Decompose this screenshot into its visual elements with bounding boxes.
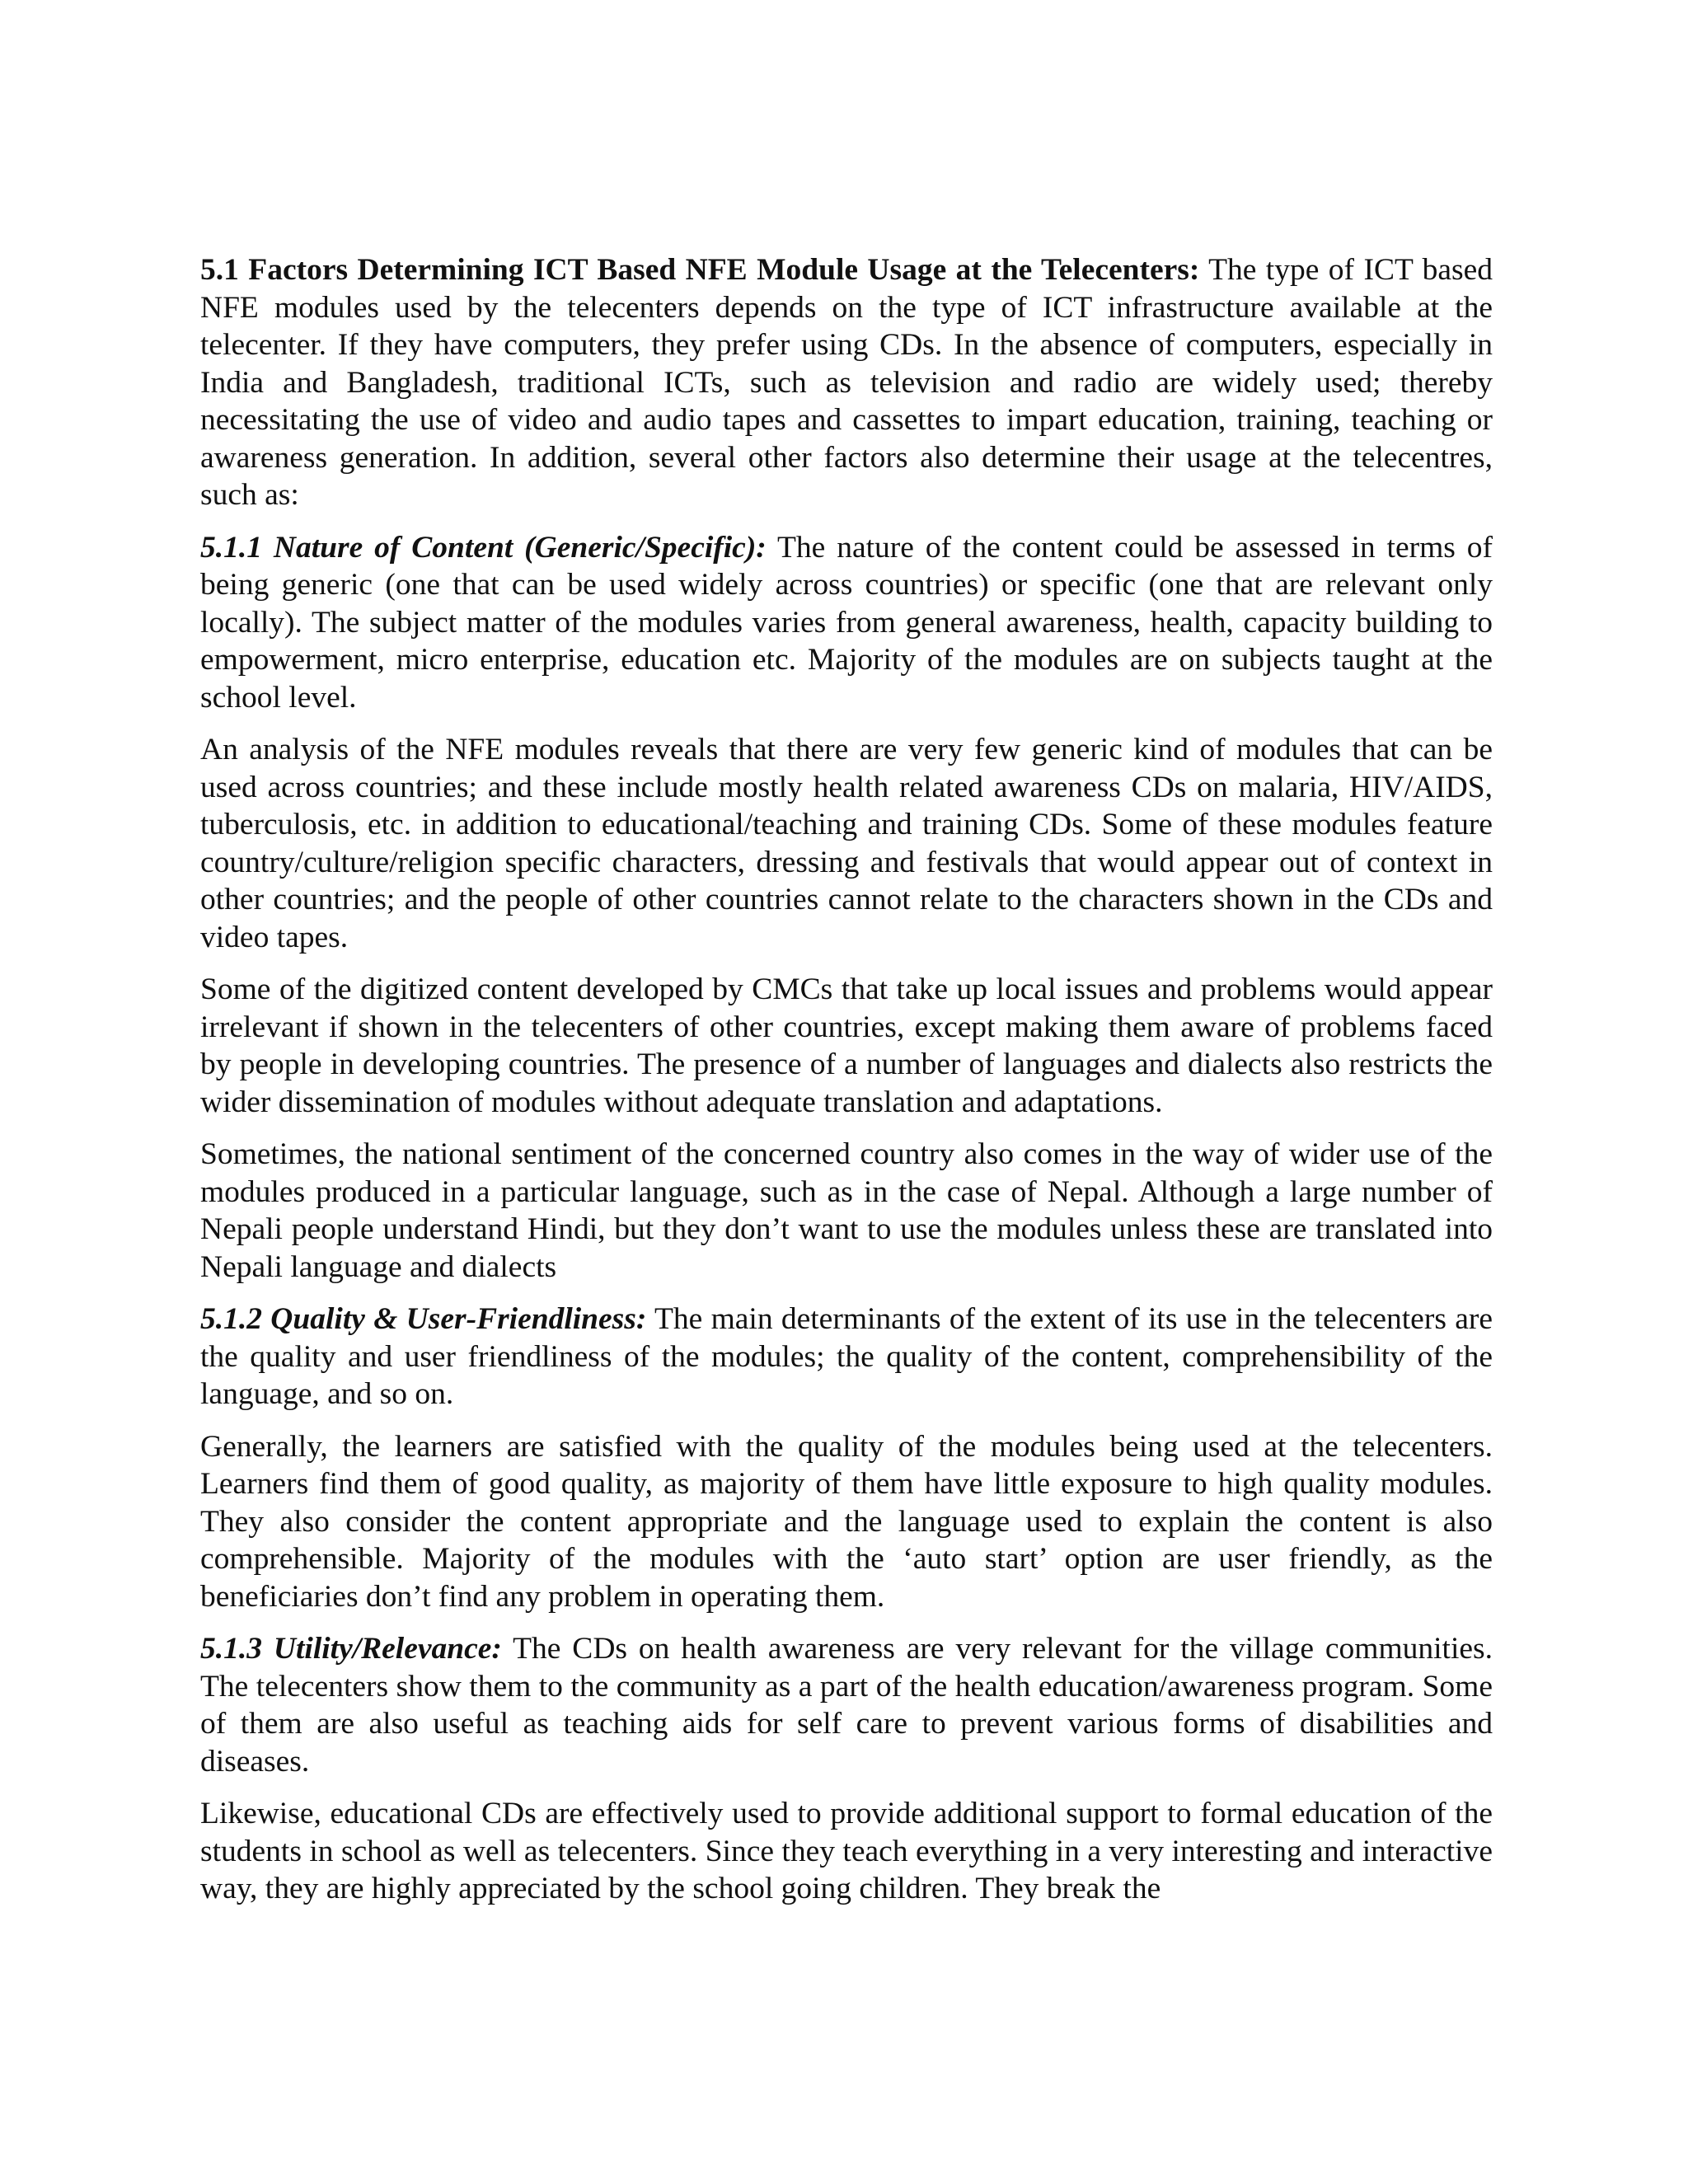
paragraph-educational-cds: Likewise, educational CDs are effectively used to provide additional support to formal education of the students in school as well as telecenters. Since they teach everything in a very interesting and interactive way, they are highly appreciated by the school going children. They break the xyxy=(200,1797,1493,1905)
heading-5-1-1: 5.1.1 Nature of Content (Generic/Specific): xyxy=(200,530,767,565)
paragraph-national-sentiment: Sometimes, the national sentiment of the concerned country also comes in the way of wider use of the modules produced in a particular language, such as in the case of Nepal. Although a large number of Nepali people understand Hindi, but they don’t want to use the modules unless these are translated into Nepali language and dialects xyxy=(200,1137,1493,1284)
paragraph-5-1-3-text: The CDs on health awareness are very relevant for the village communities. The telecenters show them to the community as a part of the health education/awareness program. Some of them are also useful as teaching aids for self care to prevent various forms of disabilities and diseases. xyxy=(200,1632,1493,1779)
paragraph-5-1-text: The type of ICT based NFE modules used by the telecenters depends on the type of ICT infrastructure available at the telecenter. If they have computers, they prefer using CDs. In the absence of computers, especially in India and Bangladesh, traditional ICTs, such as television and radio are widely used; thereby necessitating the use of video and audio tapes and cassettes to impart education, training, teaching or awareness generation. In addition, several other factors also determine their usage at the telecentres, such as: xyxy=(200,253,1493,512)
paragraph-5-1-1-text: The nature of the content could be assessed in terms of being generic (one that can be used widely across countries) or specific (one that are relevant only locally). The subject matter of the modules varies from general awareness, health, capacity building to empowerment, micro enterprise, education etc. Majority of the modules are on subjects taught at the school level. xyxy=(200,530,1493,715)
document-page xyxy=(200,251,1493,1908)
paragraph-generic-modules: An analysis of the NFE modules reveals that there are very few generic kind of modules that can be used across countries; and these include mostly health related awareness CDs on malaria, HIV/AIDS, tuberculosis, etc. in addition to educational/teaching and training CDs. Some of these modules feature country/culture/religion specific characters, dressing and festivals that would appear out of context in other countries; and the people of other countries cannot relate to the characters shown in the CDs and video tapes. xyxy=(200,733,1493,954)
paragraph-5-1 xyxy=(200,251,1493,514)
paragraph-digitized-content: Some of the digitized content developed by CMCs that take up local issues and problems would appear irrelevant if shown in the telecenters of other countries, except making them aware of problems faced by people in developing countries. The presence of a number of languages and dialects also restricts the wider dissemination of modules without adequate translation and adaptations. xyxy=(200,972,1493,1119)
paragraph-learners-satisfied: Generally, the learners are satisfied with the quality of the modules being used at the telecenters. Learners find them of good quality, as majority of them have little exposure to high quality modules. They also consider the content appropriate and the language used to explain the content is also comprehensible. Majority of the modules with the ‘auto start’ option are user friendly, as the beneficiaries don’t find any problem in operating them. xyxy=(200,1429,1493,1614)
paragraph-5-1-3 xyxy=(200,1630,1493,1780)
paragraph-5-1-1 xyxy=(200,529,1493,717)
paragraph-5-1-2-text: The main determinants of the extent of its use in the telecenters are the quality and user friendliness of the modules; the quality of the content, comprehensibility of the language, and so on. xyxy=(200,1302,1493,1411)
heading-5-1-2: 5.1.2 Quality & User-Friendliness: xyxy=(200,1302,647,1336)
heading-5-1: 5.1 Factors Determining ICT Based NFE Module Usage at the Telecenters: xyxy=(200,253,1200,287)
paragraph-5-1-2 xyxy=(200,1301,1493,1413)
heading-5-1-3: 5.1.3 Utility/Relevance: xyxy=(200,1632,502,1666)
